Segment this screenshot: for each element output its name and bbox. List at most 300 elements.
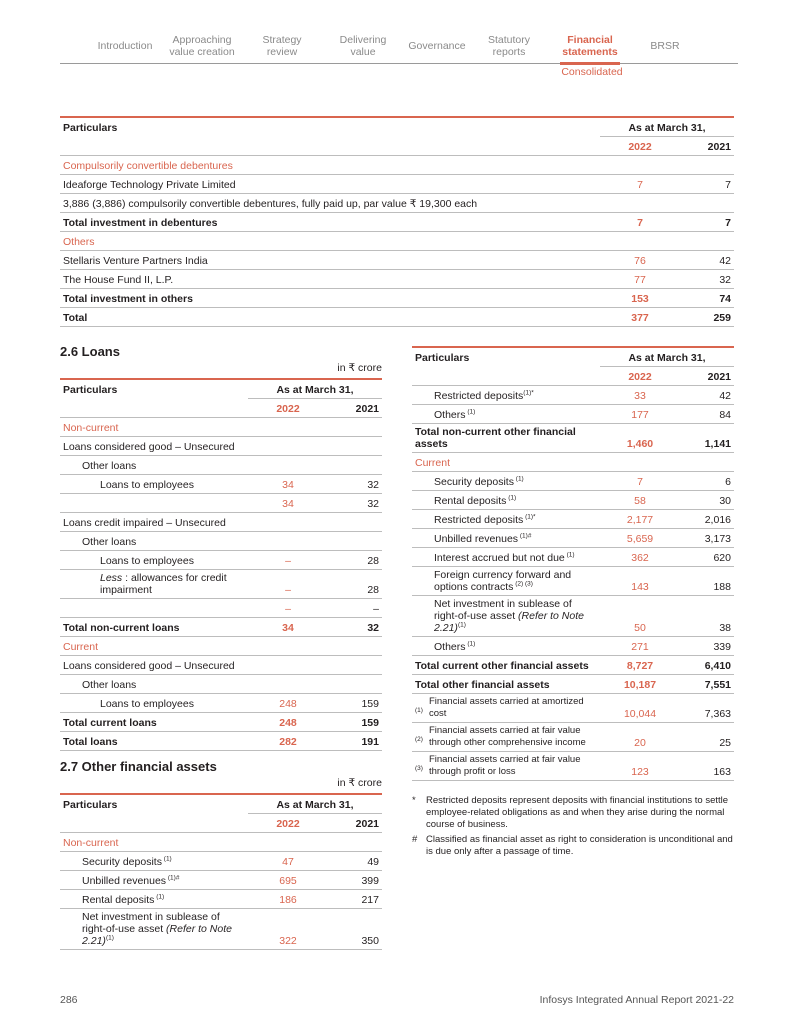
table-row	[60, 455, 382, 474]
value-2022: 177	[600, 404, 680, 423]
value-2022: 282	[248, 731, 328, 750]
table-row	[60, 712, 382, 731]
value-2022: 77	[600, 269, 680, 288]
nav-financial-statements[interactable]	[556, 28, 624, 64]
row-label-text: Unbilled revenues	[82, 874, 167, 887]
row-label-text: Financial assets carried at fair value through profit or loss	[428, 753, 581, 777]
row-label-text: Others	[434, 408, 466, 421]
table-row	[60, 417, 382, 436]
value-2022: 34	[248, 617, 328, 636]
table-row	[60, 155, 734, 174]
table-row	[60, 731, 382, 750]
value-2022: 8,727	[600, 655, 680, 674]
value-2022: 123	[600, 751, 680, 780]
year-2021: 2021	[328, 813, 382, 832]
row-label	[60, 598, 248, 617]
table-row	[60, 212, 734, 231]
value-2022: 58	[600, 490, 680, 509]
footnote-marker: (1)	[506, 494, 517, 501]
row-label	[60, 231, 600, 250]
value-2022	[600, 452, 680, 471]
row-label	[60, 569, 248, 598]
row-label	[412, 722, 600, 751]
value-2022: 7	[600, 212, 680, 231]
value-2021	[680, 231, 734, 250]
row-label	[60, 674, 248, 693]
row-label-text: Total investment in others	[63, 292, 193, 305]
value-2021: 74	[680, 288, 734, 307]
row-label-text: Rental deposits	[434, 494, 507, 507]
value-2022: 143	[600, 566, 680, 595]
value-2022	[248, 832, 328, 851]
value-2022: 7	[600, 174, 680, 193]
nav-label: Approaching value creation	[169, 34, 235, 58]
row-label-text: Financial assets carried at amortized cost	[428, 695, 584, 719]
year-2022: 2022	[600, 136, 680, 155]
table-row	[60, 569, 382, 598]
row-label-text: 3,886 (3,886) compulsorily convertible debentures, fully paid up, par value ₹ 19,300 each	[63, 197, 478, 210]
row-label-text: Total non-current loans	[63, 621, 180, 634]
as-at-header: As at March 31,	[248, 794, 382, 813]
row-label	[412, 751, 600, 780]
table-header	[412, 347, 734, 366]
label-emphasis: (Refer to Note 2.21)	[434, 609, 584, 634]
row-label	[60, 832, 248, 851]
value-2021: 7	[680, 212, 734, 231]
table-row	[412, 404, 734, 423]
table-header	[60, 794, 382, 813]
row-label	[60, 712, 248, 731]
row-label	[60, 550, 248, 569]
value-2021	[328, 674, 382, 693]
report-title: Infosys Integrated Annual Report 2021-22	[539, 994, 734, 1006]
table-row	[412, 595, 734, 636]
nav-label: Strategy review	[262, 34, 302, 58]
nav-delivering-value[interactable]	[328, 28, 398, 64]
footnote-marker: (1)#	[518, 532, 532, 539]
value-2021	[328, 832, 382, 851]
row-label-text: Rental deposits	[82, 893, 155, 906]
row-label	[60, 531, 248, 550]
footnote-marker: (1)*	[523, 513, 536, 520]
table-row	[60, 307, 734, 326]
footnote-marker: (1)*	[523, 389, 534, 396]
nav-strategy-review[interactable]	[250, 28, 314, 64]
nav-label: Financial statements	[562, 34, 618, 58]
row-label-text: Ideaforge Technology Private Limited	[63, 178, 236, 191]
row-label-text: Loans to employees	[100, 478, 194, 491]
row-label-text: Others	[63, 235, 95, 248]
table-row	[60, 870, 382, 889]
row-label-text: Interest accrued but not due	[434, 551, 565, 564]
row-label	[412, 566, 600, 595]
row-label	[412, 693, 600, 722]
table-row	[412, 452, 734, 471]
value-2022	[248, 636, 328, 655]
value-2022: 248	[248, 712, 328, 731]
label-emphasis: (Refer to Note 2.21)	[82, 922, 232, 947]
value-2021: 6	[680, 471, 734, 490]
table-header	[60, 379, 382, 398]
table-row	[60, 550, 382, 569]
row-label	[412, 471, 600, 490]
table-row	[412, 490, 734, 509]
value-2021: 159	[328, 693, 382, 712]
value-2022: 377	[600, 307, 680, 326]
footnote-marker: (1)	[564, 551, 575, 558]
row-label	[60, 250, 600, 269]
row-label-text: Total other financial assets	[415, 678, 550, 691]
value-2022	[248, 512, 328, 531]
year-2021: 2021	[680, 136, 734, 155]
row-label-text: The House Fund II, L.P.	[63, 273, 174, 286]
footnote-marker: (1)	[415, 706, 423, 714]
page-number: 286	[60, 994, 78, 1006]
table-row	[412, 509, 734, 528]
row-label-text: Non-current	[63, 421, 119, 434]
value-2021: 25	[680, 722, 734, 751]
row-label-text: Other loans	[82, 535, 137, 548]
row-label	[412, 674, 600, 693]
nav-statutory-reports[interactable]	[478, 28, 540, 64]
ofa-unit: in ₹ crore	[337, 777, 382, 789]
footnote-mark: #	[412, 834, 418, 845]
table-row	[412, 751, 734, 780]
row-label	[60, 693, 248, 712]
row-label-text: Total current other financial assets	[415, 659, 589, 672]
label-emphasis: Less	[100, 571, 123, 584]
table-row	[412, 655, 734, 674]
row-label	[60, 155, 600, 174]
row-label-text: Total	[63, 311, 88, 324]
row-label-text: Other loans	[82, 459, 137, 472]
row-label	[412, 385, 600, 404]
year-row	[60, 398, 382, 417]
as-at-header: As at March 31,	[600, 347, 734, 366]
row-label-text: Loans considered good – Unsecured	[63, 440, 235, 453]
value-2022: 47	[248, 851, 328, 870]
value-2022: 33	[600, 385, 680, 404]
footnote-marker: (3)	[415, 764, 423, 772]
value-2022: –	[248, 550, 328, 569]
footnote-marker: (1)	[457, 621, 466, 628]
row-label	[60, 889, 248, 908]
row-label	[412, 547, 600, 566]
blank-cell	[60, 813, 248, 832]
row-label	[412, 528, 600, 547]
row-label-text: Loans to employees	[100, 554, 194, 567]
value-2021: 3,173	[680, 528, 734, 547]
value-2022	[248, 531, 328, 550]
value-2021: 32	[328, 493, 382, 512]
value-2021: –	[328, 598, 382, 617]
row-label	[60, 269, 600, 288]
value-2021	[328, 455, 382, 474]
value-2022: 10,044	[600, 693, 680, 722]
table-row	[60, 693, 382, 712]
row-label	[60, 512, 248, 531]
value-2022	[600, 155, 680, 174]
row-label	[60, 731, 248, 750]
value-2021: 620	[680, 547, 734, 566]
year-2021: 2021	[680, 366, 734, 385]
table-row	[60, 598, 382, 617]
value-2021: 188	[680, 566, 734, 595]
row-label-text: Loans considered good – Unsecured	[63, 659, 235, 672]
row-label-text: Total loans	[63, 735, 118, 748]
nav-label: Delivering value	[339, 34, 387, 58]
nav-governance[interactable]: Governance	[408, 40, 466, 52]
value-2022: 186	[248, 889, 328, 908]
value-2022: 34	[248, 474, 328, 493]
table-row	[412, 423, 734, 452]
row-label	[412, 490, 600, 509]
value-2021	[328, 655, 382, 674]
row-label-text: Security deposits	[434, 475, 514, 488]
value-2022: 153	[600, 288, 680, 307]
nav-label: Statutory reports	[487, 34, 531, 58]
row-label	[60, 636, 248, 655]
row-label-text: Foreign currency forward and options contracts	[434, 568, 572, 593]
row-label-text: Non-current	[63, 836, 119, 849]
row-label-text: Unbilled revenues	[434, 532, 519, 545]
blank-cell	[60, 398, 248, 417]
value-2022: 34	[248, 493, 328, 512]
value-2021: 7	[680, 174, 734, 193]
row-label-text: Stellaris Venture Partners India	[63, 254, 208, 267]
table-row	[412, 566, 734, 595]
table-row	[60, 655, 382, 674]
row-label-text: Compulsorily convertible debentures	[63, 159, 233, 172]
value-2021: 7,363	[680, 693, 734, 722]
row-label	[60, 908, 248, 949]
row-label	[412, 423, 600, 452]
particulars-header: Particulars	[415, 352, 470, 364]
table-row	[412, 722, 734, 751]
footnote-classified	[412, 834, 734, 860]
table-row	[60, 636, 382, 655]
value-2021: 28	[328, 569, 382, 598]
footnote-marker: (1)	[154, 893, 165, 900]
row-label	[412, 595, 600, 636]
table-row	[60, 250, 734, 269]
row-label	[60, 851, 248, 870]
table-row	[60, 474, 382, 493]
blank-cell	[60, 136, 600, 155]
table-row	[412, 385, 734, 404]
value-2021: 350	[328, 908, 382, 949]
table-row	[60, 288, 734, 307]
loans-table	[60, 378, 382, 751]
row-label-text: Restricted deposits	[434, 513, 524, 526]
footnote-marker: (1)	[105, 934, 114, 941]
row-label	[60, 212, 600, 231]
value-2021	[328, 436, 382, 455]
row-label	[60, 307, 600, 326]
value-2022: 695	[248, 870, 328, 889]
value-2022	[248, 655, 328, 674]
row-label	[60, 417, 248, 436]
row-label	[412, 509, 600, 528]
value-2022	[248, 436, 328, 455]
value-2022: 20	[600, 722, 680, 751]
row-label	[412, 655, 600, 674]
footnote-marker: (2)	[415, 735, 423, 743]
year-row	[60, 813, 382, 832]
value-2021: 49	[328, 851, 382, 870]
row-label-text: Total non-current other financial assets	[415, 425, 576, 450]
year-2022: 2022	[248, 813, 328, 832]
footnote-restricted	[412, 795, 734, 831]
footnote-marker: (1)	[465, 408, 476, 415]
value-2022: 10,187	[600, 674, 680, 693]
row-label-text: Loans to employees	[100, 697, 194, 710]
row-label-text: Restricted deposits	[434, 389, 524, 402]
table-row	[60, 512, 382, 531]
value-2021: 32	[328, 474, 382, 493]
value-2021: 84	[680, 404, 734, 423]
value-2021	[328, 417, 382, 436]
table-row	[60, 832, 382, 851]
ofa-continued-table	[412, 346, 734, 781]
table-row	[60, 436, 382, 455]
table-row	[60, 193, 734, 212]
value-2021	[328, 512, 382, 531]
table-row	[60, 493, 382, 512]
year-row	[60, 136, 734, 155]
value-2021	[328, 531, 382, 550]
value-2022: 50	[600, 595, 680, 636]
row-label-text: Others	[434, 640, 466, 653]
value-2021: 217	[328, 889, 382, 908]
nav-consolidated[interactable]: Consolidated	[561, 66, 623, 78]
row-label	[60, 193, 600, 212]
value-2022: 2,177	[600, 509, 680, 528]
value-2022: 322	[248, 908, 328, 949]
value-2022: –	[248, 569, 328, 598]
nav-introduction[interactable]: Introduction	[97, 40, 153, 52]
row-label-text: Net investment in sublease of right-of-use asset	[82, 910, 220, 935]
row-label-text: Security deposits	[82, 855, 162, 868]
row-label-text: Net investment in sublease of right-of-use asset	[434, 597, 572, 622]
footnote-mark: *	[412, 795, 416, 806]
row-label-text: Total investment in debentures	[63, 216, 218, 229]
value-2021	[680, 452, 734, 471]
value-2021	[680, 193, 734, 212]
value-2022	[600, 193, 680, 212]
footnote-marker: (2) (3)	[513, 580, 533, 587]
value-2021: 32	[328, 617, 382, 636]
row-label	[412, 452, 600, 471]
value-2021: 42	[680, 250, 734, 269]
nav-approaching-value-creation[interactable]	[162, 28, 242, 64]
table-row	[60, 617, 382, 636]
value-2021: 259	[680, 307, 734, 326]
table-row	[60, 908, 382, 949]
value-2021: 399	[328, 870, 382, 889]
year-2022: 2022	[248, 398, 328, 417]
row-label	[412, 404, 600, 423]
as-at-header: As at March 31,	[248, 379, 382, 398]
value-2021: 1,141	[680, 423, 734, 452]
investments-table	[60, 116, 734, 327]
row-label-text: Current	[415, 456, 451, 469]
value-2022	[248, 455, 328, 474]
value-2021: 159	[328, 712, 382, 731]
value-2022	[248, 417, 328, 436]
row-label-text: Financial assets carried at fair value through other comprehensive income	[428, 724, 586, 748]
row-label-text: : allowances for credit impairment	[100, 571, 227, 596]
table-row	[412, 547, 734, 566]
loans-unit: in ₹ crore	[337, 362, 382, 374]
particulars-header: Particulars	[63, 799, 118, 811]
table-row	[412, 693, 734, 722]
value-2021: 38	[680, 595, 734, 636]
value-2021	[328, 636, 382, 655]
footnote-marker: (1)	[513, 475, 524, 482]
value-2021: 42	[680, 385, 734, 404]
blank-cell	[412, 366, 600, 385]
value-2022: 248	[248, 693, 328, 712]
footnote-text: Restricted deposits represent deposits with financial institutions to settle employee-related obligations as and when they arise during the normal course of business.	[426, 795, 729, 830]
row-label-text: Loans credit impaired – Unsecured	[63, 516, 226, 529]
value-2022: 1,460	[600, 423, 680, 452]
row-label	[412, 636, 600, 655]
loans-section-title: 2.6 Loans	[60, 344, 120, 359]
value-2022: 76	[600, 250, 680, 269]
table-row	[60, 531, 382, 550]
value-2022: 7	[600, 471, 680, 490]
table-row	[60, 174, 734, 193]
value-2022: –	[248, 598, 328, 617]
row-label-text: Other loans	[82, 678, 137, 691]
active-tab-indicator	[560, 62, 620, 65]
value-2021: 7,551	[680, 674, 734, 693]
row-label	[60, 617, 248, 636]
year-2022: 2022	[600, 366, 680, 385]
table-row	[412, 674, 734, 693]
value-2021: 2,016	[680, 509, 734, 528]
row-label	[60, 174, 600, 193]
value-2021: 163	[680, 751, 734, 780]
value-2022	[248, 674, 328, 693]
table-row	[60, 269, 734, 288]
ofa-table	[60, 793, 382, 950]
footnote-text: Classified as financial asset as right to consideration is unconditional and is due only after a passage of time.	[426, 834, 733, 857]
table-row	[60, 674, 382, 693]
table-row	[412, 528, 734, 547]
nav-brsr[interactable]: BRSR	[650, 40, 680, 52]
footnote-marker: (1)	[465, 640, 476, 647]
value-2021: 32	[680, 269, 734, 288]
table-row	[412, 636, 734, 655]
row-label	[60, 474, 248, 493]
table-row	[412, 471, 734, 490]
value-2021: 191	[328, 731, 382, 750]
as-at-header: As at March 31,	[600, 117, 734, 136]
row-label	[60, 455, 248, 474]
value-2021: 30	[680, 490, 734, 509]
table-row	[60, 231, 734, 250]
value-2022: 362	[600, 547, 680, 566]
row-label	[60, 493, 248, 512]
value-2021: 339	[680, 636, 734, 655]
table-header	[60, 117, 734, 136]
footnote-marker: (1)	[161, 855, 172, 862]
table-row	[60, 889, 382, 908]
top-navigation	[60, 28, 738, 64]
value-2022: 271	[600, 636, 680, 655]
